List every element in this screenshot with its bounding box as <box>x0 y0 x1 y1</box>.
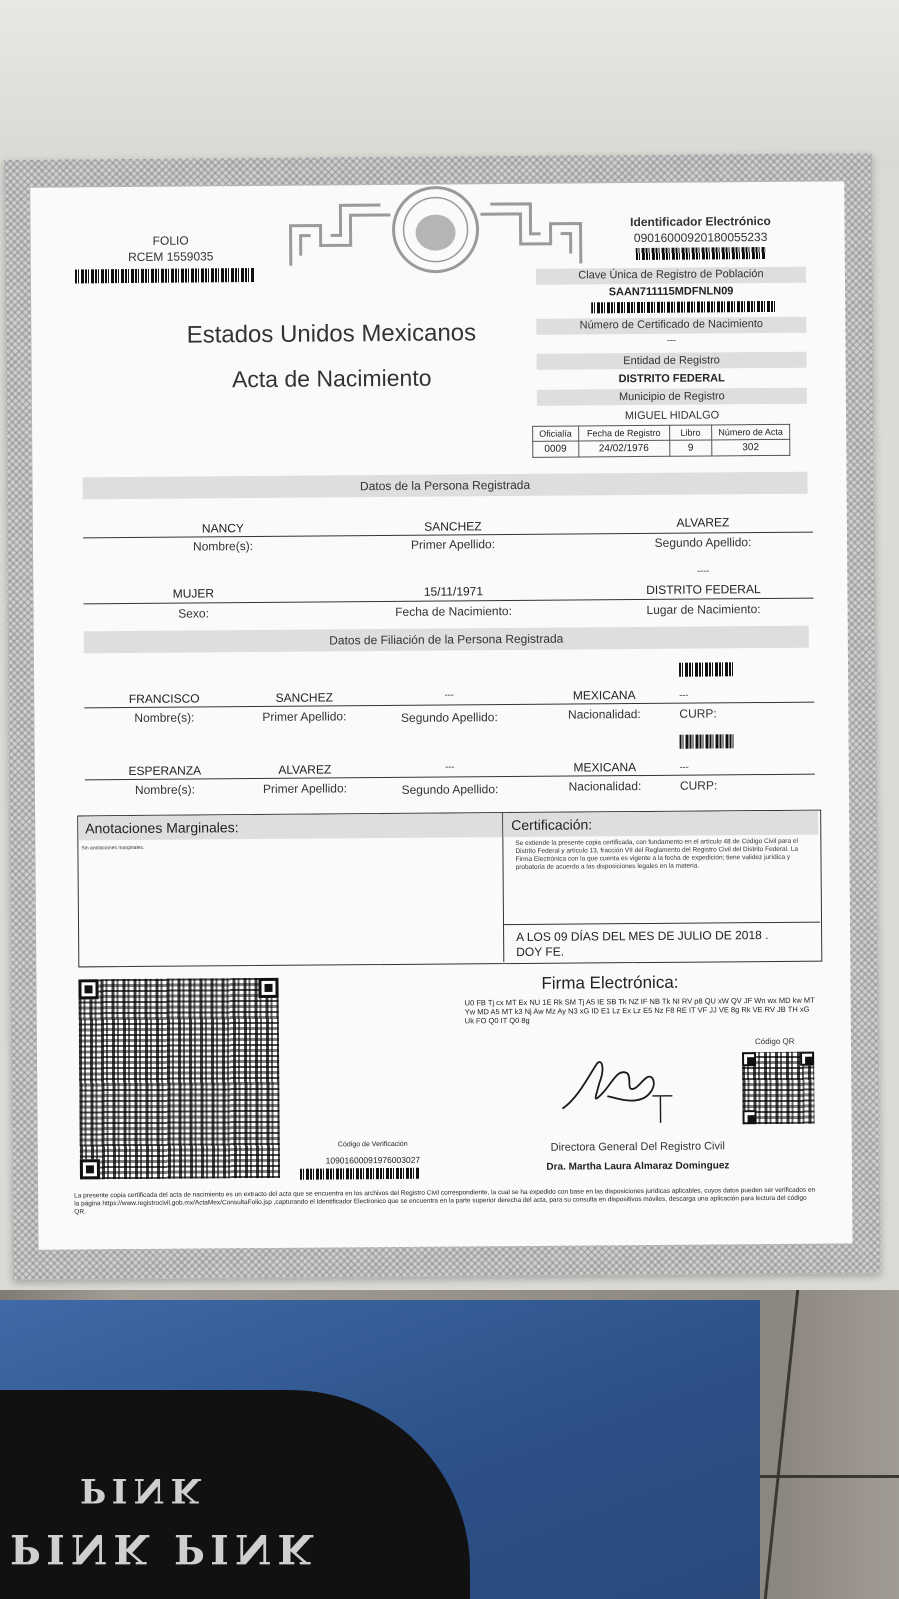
qr-finder <box>80 1159 100 1179</box>
parent2-curp-label: CURP: <box>679 778 718 793</box>
registry-act-number: 302 <box>712 439 790 456</box>
coat-of-arms-emblem <box>280 183 591 280</box>
parent1-curp-label: CURP: <box>679 706 717 721</box>
registry-header: Oficialía <box>533 426 579 441</box>
registry-table <box>532 424 790 458</box>
official-title: Directora General Del Registro Civil <box>550 1140 725 1154</box>
parent2-names-label: Nombre(s): <box>134 782 196 797</box>
certification-date: A LOS 09 DÍAS DEL MES DE JULIO DE 2018 . <box>516 928 769 945</box>
first-surname-label: Primer Apellido: <box>410 537 496 552</box>
entidad-label: Entidad de Registro <box>623 354 720 368</box>
parent2-names: ESPERANZA <box>128 763 202 779</box>
certificate-body <box>30 181 852 1249</box>
cert-number-value: --- <box>666 334 676 345</box>
registry-header: Fecha de Registro <box>578 425 669 441</box>
registry-date: 24/02/1976 <box>578 440 669 457</box>
document-title: Acta de Nacimiento <box>231 364 432 393</box>
registry-header: Número de Acta <box>712 424 790 440</box>
certification-title: Certificación: <box>511 816 593 834</box>
electronic-id-barcode <box>636 247 766 260</box>
registry-oficialia: 0009 <box>533 441 579 457</box>
registry-book: 9 <box>669 440 712 456</box>
sex-label: Sexo: <box>178 606 209 621</box>
municipio-label: Municipio de Registro <box>618 390 725 404</box>
electronic-signature-title: Firma Electrónica: <box>541 972 679 993</box>
parent1-names: FRANCISCO <box>128 691 200 707</box>
verification-barcode <box>300 1168 420 1180</box>
verification-qr-code <box>78 978 280 1180</box>
person-section-title: Datos de la Persona Registrada <box>359 477 531 494</box>
country-title: Estados Unidos Mexicanos <box>186 319 477 349</box>
parent-curp-barcode <box>679 662 734 676</box>
parent1-second-surname-label: Segundo Apellido: <box>400 710 498 725</box>
entidad-value: DISTRITO FEDERAL <box>618 372 725 386</box>
person-sex: MUJER <box>172 586 215 601</box>
parent-curp-barcode <box>680 734 735 748</box>
person-birth-place: DISTRITO FEDERAL <box>646 582 761 597</box>
qr-finder <box>800 1052 814 1066</box>
parent1-first-surname-label: Primer Apellido: <box>262 709 347 724</box>
small-qr-code <box>742 1052 815 1125</box>
curp-value: SAAN711115MDFNLN09 <box>608 285 734 299</box>
certification-doy-fe: DOY FE. <box>516 944 565 960</box>
annotations-title: Anotaciones Marginales: <box>85 819 239 837</box>
handwritten-signature <box>557 1048 688 1134</box>
parent1-nationality: MEXICANA <box>572 688 636 703</box>
electronic-id-value: 09016000920180055233 <box>633 230 768 246</box>
cert-number-label: Número de Certificado de Nacimiento <box>579 318 764 332</box>
shirt-print: PINK <box>80 1470 207 1510</box>
qr-finder <box>78 979 98 999</box>
names-label: Nombre(s): <box>192 539 254 554</box>
person-birth-date: 15/11/1971 <box>423 584 484 599</box>
shirt-print: PINK PINK <box>10 1525 319 1572</box>
floor-tile-line <box>740 1475 899 1478</box>
birth-date-label: Fecha de Nacimiento: <box>395 604 512 619</box>
parent1-names-label: Nombre(s): <box>134 710 195 725</box>
certification-text: Se extiende la presente copia certificada, con fundamento en el artículo 48 de Código Civil para el Distrito Federal y artículo 13, fracción VII del Reglamento del Registro Civil del Distrito Federal. La Firma Electrónica con la que cuenta es vigente a la fecha de expedición; tiene validez jurídica y probatoria de acuerdo a las disposiciones legales en la materia. <box>515 837 798 872</box>
folio-barcode <box>75 268 255 283</box>
background-wall <box>0 0 899 170</box>
municipio-value: MIGUEL HIDALGO <box>624 409 720 423</box>
curp-label: Clave Única de Registro de Población <box>578 268 764 282</box>
second-surname-label: Segundo Apellido: <box>654 535 752 550</box>
filiation-section-title: Datos de Filiación de la Persona Registrada <box>329 631 564 648</box>
parent2-first-surname-label: Primer Apellido: <box>262 781 348 796</box>
verification-code-value: 109016000919760030​27 <box>325 1154 421 1166</box>
parent2-nationality: MEXICANA <box>573 760 637 775</box>
parent2-second-surname-label: Segundo Apellido: <box>401 782 499 797</box>
parent2-curp: --- <box>679 761 689 772</box>
parent2-nationality-label: Nacionalidad: <box>568 779 642 794</box>
parent2-second-surname: --- <box>445 761 455 772</box>
birth-certificate <box>4 153 881 1280</box>
footer-notice: La presente copia certificada del acta de nacimiento es un extracto del acta que se encuentra en los archivos del Registro Civil correspondiente, la cual se ha expedido con base en las disposiciones jurídicas aplicables, cuyos datos pueden ser verificados en la página https://www.registrocivil.gob.mx/ActaMex/ConsultaFolio.jsp ,capturando el Identificador Electronico que se encuentra en la parte superior derecha del acta, para su consulta en dispositivos móviles, descarga una aplicación para lectura del código QR. <box>74 1186 816 1216</box>
person-second-surname: ALVAREZ <box>676 515 730 530</box>
folio-value: RCEM 1559035 <box>128 249 214 265</box>
curp-barcode <box>591 301 776 313</box>
verification-code-label: Código de Verificación <box>337 1140 408 1149</box>
parent1-nationality-label: Nacionalidad: <box>567 707 641 722</box>
electronic-signature-hash: U0 FB Tj cx MT Ex NU 1E Rk SM Tj A5 IE SB Tk NZ IF NB Tk NI RV p8 QU xW QV JF Wn wx MD kw MT Yw MD A5 MT k3 Nj Aw Mz Ay N3 xG ID E1 Lz Ex Lz E5 Nz F8 RE IT VF JJ VE 8g Rk VE RV JB TH xG Uk FO Q0 IT Q0 8g <box>464 995 815 1026</box>
qr-finder <box>258 978 278 998</box>
birth-place-label: Lugar de Nacimiento: <box>646 602 761 617</box>
person-first-surname: SANCHEZ <box>424 519 482 534</box>
parent2-first-surname: ALVAREZ <box>278 762 332 777</box>
official-name: Dra. Martha Laura Almaraz Dominguez <box>546 1160 730 1173</box>
annotations-content: Sin anotaciones marginales. <box>81 844 145 852</box>
qr-finder <box>742 1110 756 1124</box>
folio-label: FOLIO <box>152 233 189 248</box>
parent1-curp: --- <box>679 689 689 700</box>
person-names: NANCY <box>201 521 244 536</box>
parent1-second-surname: --- <box>444 689 454 700</box>
extra-dash: ---- <box>697 565 710 576</box>
electronic-id-label: Identificador Electrónico <box>630 213 771 230</box>
qr-finder <box>742 1052 756 1066</box>
qr-label: Código QR <box>754 1036 795 1047</box>
parent1-first-surname: SANCHEZ <box>275 690 333 705</box>
registry-header: Libro <box>669 425 712 440</box>
